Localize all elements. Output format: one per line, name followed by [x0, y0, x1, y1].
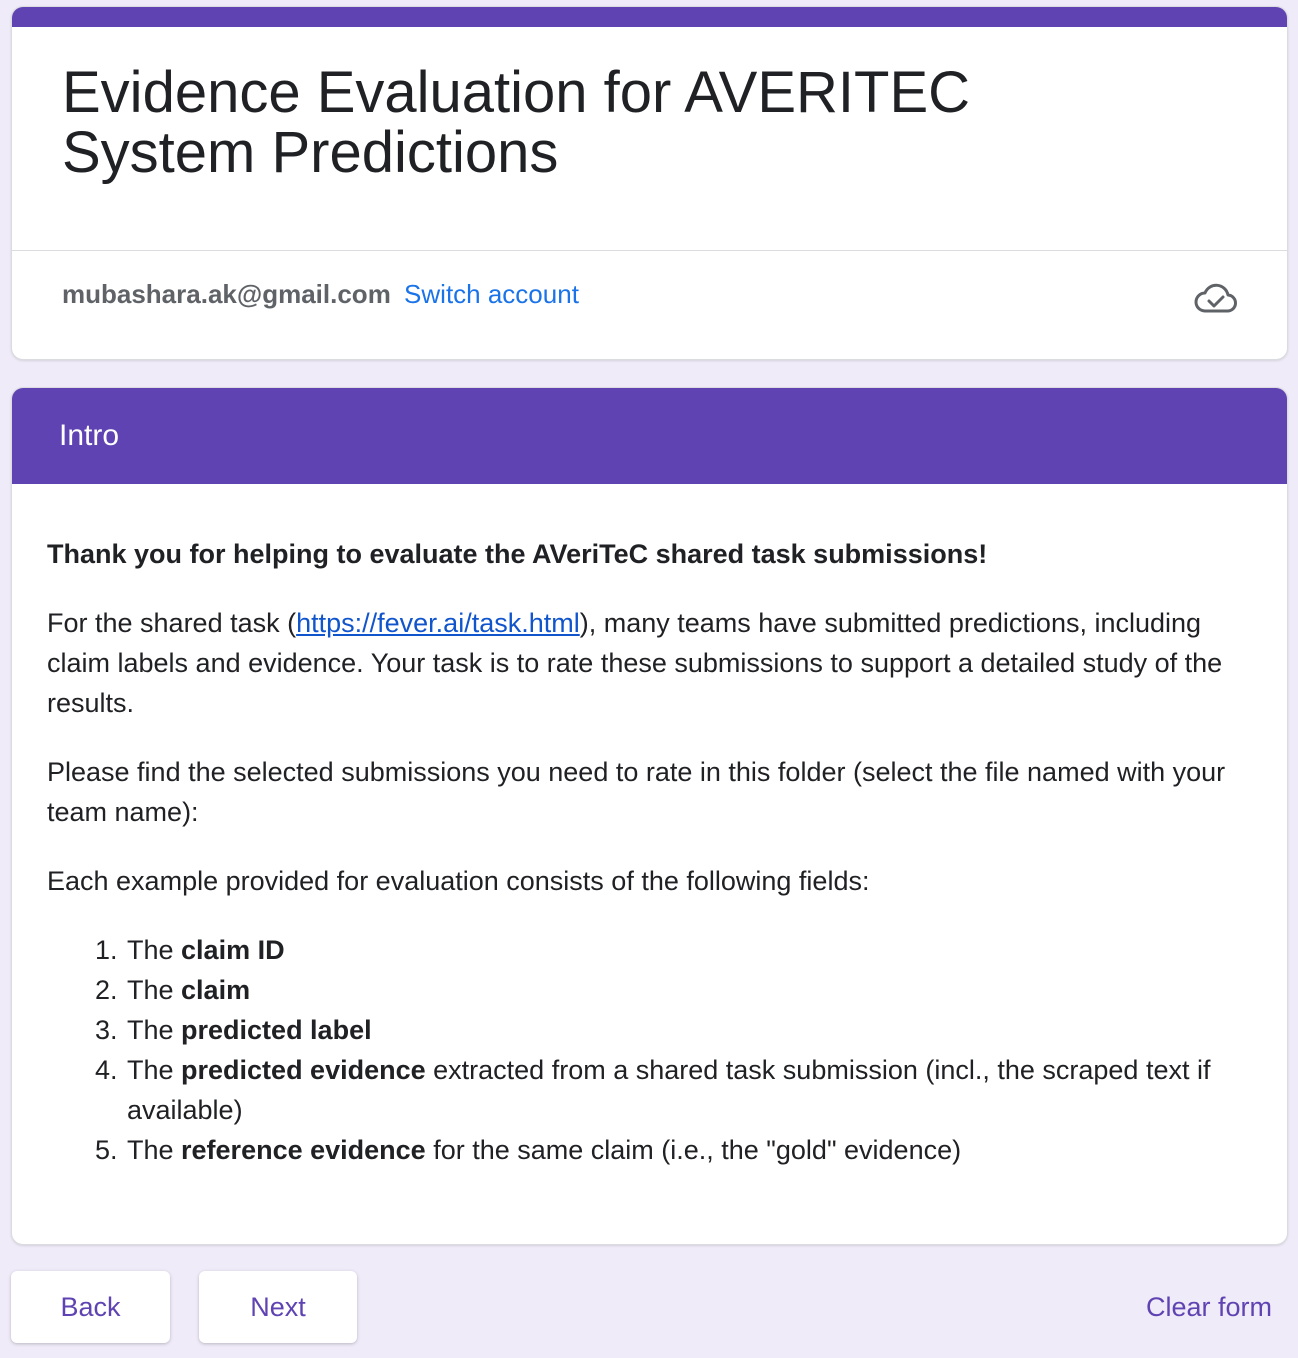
list-item — [95, 1050, 1247, 1130]
list-text: The — [127, 1055, 182, 1085]
list-item — [95, 970, 1247, 1010]
list-item — [95, 930, 1247, 970]
list-text: The — [127, 1135, 182, 1165]
section-title: Intro — [59, 419, 120, 452]
intro-paragraph-folder: Please find the selected submissions you need to rate in this folder (select the file named with your team name): — [47, 757, 1226, 827]
para1-text-before: For the shared task ( — [47, 608, 297, 638]
form-title: Evidence Evaluation for AVERITEC System Predictions — [62, 60, 971, 185]
shared-task-link[interactable]: https://fever.ai/task.html — [296, 608, 580, 638]
list-number: 5. — [95, 1135, 118, 1165]
intro-paragraph-shared-task — [47, 603, 1247, 723]
switch-account-link[interactable]: Switch account — [404, 279, 579, 309]
list-bold-text: predicted label — [181, 1015, 372, 1045]
list-bold-text: claim ID — [181, 935, 285, 965]
fields-list — [95, 930, 1247, 1170]
list-number: 1. — [95, 935, 118, 965]
list-number: 4. — [95, 1055, 118, 1085]
list-number: 2. — [95, 975, 118, 1005]
clear-form-button[interactable]: Clear form — [1145, 1292, 1272, 1322]
list-number: 3. — [95, 1015, 118, 1045]
para1-text-after: ), many teams have submitted predictions, including claim labels and evidence. Your task is to rate these submissions to support a detailed study of the results. — [47, 608, 1223, 718]
list-text: The — [127, 975, 182, 1005]
list-bold-text: reference evidence — [181, 1135, 426, 1165]
intro-paragraph-fields: Each example provided for evaluation consists of the following fields: — [47, 866, 870, 896]
list-text-after: extracted from a shared task submission (incl., the scraped text if available) — [127, 1055, 1211, 1125]
intro-section-card — [11, 387, 1288, 1245]
account-email: mubashara.ak@gmail.com — [62, 279, 391, 309]
cloud-check-icon — [1193, 281, 1239, 317]
section-header — [12, 388, 1287, 484]
list-item — [95, 1010, 1247, 1050]
back-button[interactable]: Back — [11, 1271, 170, 1343]
list-text: The — [127, 1015, 182, 1045]
intro-heading: Thank you for helping to evaluate the AVeriTeC shared task submissions! — [47, 539, 988, 569]
account-row — [62, 279, 579, 309]
list-item — [95, 1130, 1247, 1170]
header-divider — [12, 250, 1287, 251]
list-text-after: for the same claim (i.e., the "gold" evidence) — [425, 1135, 962, 1165]
section-description — [47, 534, 1247, 1170]
list-bold-text: predicted evidence — [181, 1055, 426, 1085]
list-bold-text: claim — [181, 975, 251, 1005]
list-text: The — [127, 935, 182, 965]
header-accent-bar — [12, 7, 1287, 27]
form-header-card — [11, 6, 1288, 360]
next-button[interactable]: Next — [199, 1271, 357, 1343]
